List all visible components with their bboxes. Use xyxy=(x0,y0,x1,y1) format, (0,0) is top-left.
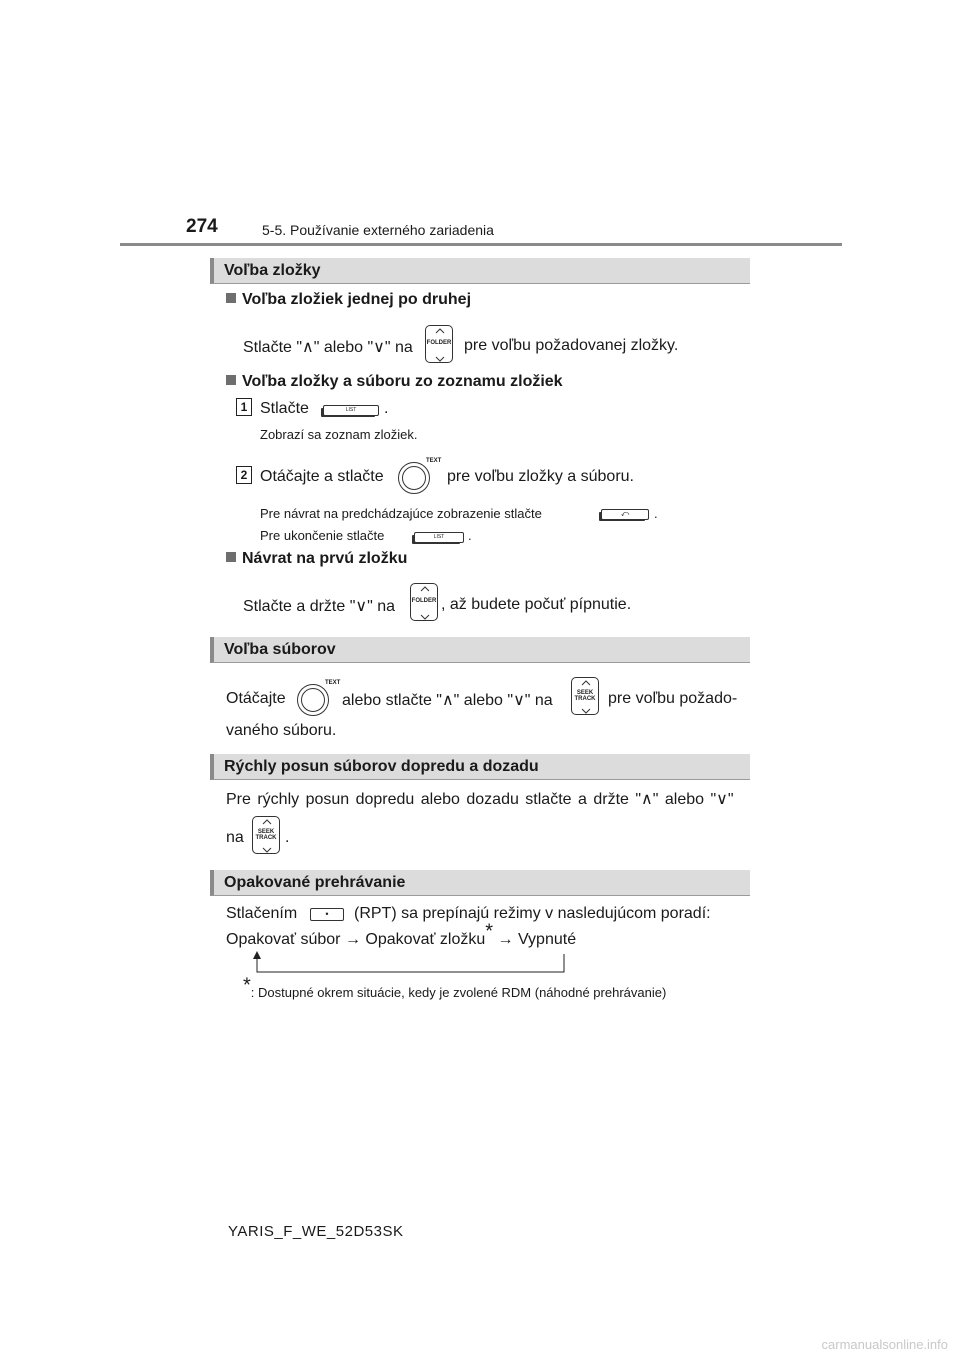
text-files-line2: vaného súboru. xyxy=(226,722,337,739)
heading-folder-first: Návrat na prvú zložku xyxy=(226,550,407,568)
footer-code: YARIS_F_WE_52D53SK xyxy=(228,1223,404,1240)
watermark: carmanualsonline.info xyxy=(821,1337,948,1352)
text-folder-first-a: Stlačte a držte "∨" na xyxy=(243,598,396,615)
text-folder-one-by-one-b: pre voľbu požadovanej zložky. xyxy=(464,337,679,354)
bullet-square-icon xyxy=(226,375,236,385)
page-number: 274 xyxy=(186,216,218,237)
text-step1-b: . xyxy=(384,400,389,417)
text-step1-a: Stlačte xyxy=(260,400,309,417)
text-note-back-b: . xyxy=(654,506,658,521)
text-folder-first-b: , až budete počuť pípnutie. xyxy=(441,596,632,613)
text-folder-one-by-one-a: Stlačte "∧" alebo "∨" na xyxy=(243,339,413,356)
back-button-icon: ⤺ xyxy=(601,509,649,520)
heading-folder-one-by-one: Voľba zložiek jednej po druhej xyxy=(226,291,471,309)
seek-track-button-icon: SEEK TRACK xyxy=(571,677,599,715)
text-files-a: Otáčajte xyxy=(226,690,286,707)
text-step1-note: Zobrazí sa zoznam zložiek. xyxy=(260,427,418,442)
tune-knob-icon: TEXT xyxy=(398,458,438,498)
list-button-icon: LIST xyxy=(414,532,464,543)
text-files-c: pre voľbu požado- xyxy=(608,690,738,707)
text-repeat-a: Stlačením xyxy=(226,905,298,922)
text-seek-line2-b: . xyxy=(285,829,290,846)
tune-knob-icon: TEXT xyxy=(297,680,337,720)
folder-button-icon: FOLDER xyxy=(425,325,453,363)
step-1-badge: 1 xyxy=(236,398,252,416)
section-fast-seek: Rýchly posun súborov dopredu a dozadu xyxy=(210,754,750,780)
footnote: *: Dostupné okrem situácie, kedy je zvolené RDM (náhodné prehrávanie) xyxy=(243,974,667,1000)
header-rule xyxy=(120,243,842,246)
heading-folder-from-list: Voľba zložky a súboru zo zoznamu zložiek xyxy=(226,373,563,391)
text-note-back-a: Pre návrat na predchádzajúce zobrazenie stlačte xyxy=(260,506,542,521)
section-repeat: Opakované prehrávanie xyxy=(210,870,750,896)
text-step2-a: Otáčajte a stlačte xyxy=(260,468,384,485)
text-files-b: alebo stlačte "∧" alebo "∨" na xyxy=(342,692,553,709)
text-seek-line1: Pre rýchly posun dopredu alebo dozadu stlačte a držte "∧" alebo "∨" xyxy=(226,791,734,808)
loop-back-arrow-icon xyxy=(250,950,570,976)
bullet-square-icon xyxy=(226,552,236,562)
rpt-button-icon: • xyxy=(310,908,344,921)
section-file-select: Voľba súborov xyxy=(210,637,750,663)
text-note-exit-a: Pre ukončenie stlačte xyxy=(260,528,385,543)
text-repeat-b: (RPT) sa prepínajú režimy v nasledujúcom poradí: xyxy=(354,905,711,922)
section-folder-select: Voľba zložky xyxy=(210,258,750,284)
step-2-badge: 2 xyxy=(236,466,252,484)
folder-button-icon: FOLDER xyxy=(410,583,438,621)
text-step2-b: pre voľbu zložky a súboru. xyxy=(447,468,634,485)
text-seek-line2-a: na xyxy=(226,829,244,846)
repeat-sequence: Opakovať súbor → Opakovať zložku* → Vypnuté xyxy=(226,920,577,948)
list-button-icon: LIST xyxy=(323,405,379,416)
chapter-title: 5-5. Používanie externého zariadenia xyxy=(262,222,494,238)
bullet-square-icon xyxy=(226,293,236,303)
text-note-exit-b: . xyxy=(468,528,472,543)
seek-track-button-icon: SEEK TRACK xyxy=(252,816,280,854)
